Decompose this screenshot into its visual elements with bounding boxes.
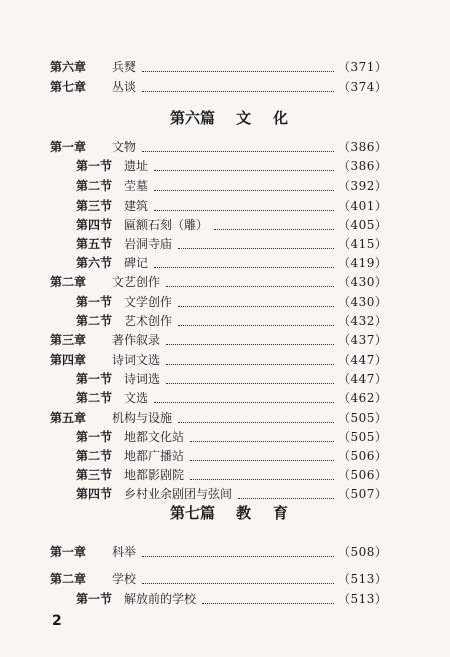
chapter-label: 第七章 xyxy=(50,80,87,94)
page-reference: （513） xyxy=(338,592,388,606)
entry-title: 科举 xyxy=(112,545,137,559)
section-label: 第六节 xyxy=(76,256,113,270)
entry-title: 地都广播站 xyxy=(124,449,185,463)
entry-title: 地都影剧院 xyxy=(124,468,185,482)
dot-leader xyxy=(154,172,334,191)
page-reference: （513） xyxy=(338,572,388,586)
page-reference: （447） xyxy=(338,353,388,367)
page-reference: （430） xyxy=(338,275,388,289)
dot-leader xyxy=(154,152,334,171)
part-title: 文化 xyxy=(236,109,311,127)
section-label: 第二节 xyxy=(76,179,113,193)
page-reference: （508） xyxy=(338,545,388,559)
entry-title: 匾额石刻（雕） xyxy=(124,218,209,232)
page-reference: （386） xyxy=(338,140,388,154)
dot-leader xyxy=(154,384,334,403)
entry-title: 艺术创作 xyxy=(124,314,173,328)
entry-title: 遗址 xyxy=(124,159,149,173)
page-reference: （506） xyxy=(338,449,388,463)
part-title: 教育 xyxy=(236,504,311,522)
entry-title: 文选 xyxy=(124,391,149,405)
section-label: 第一节 xyxy=(76,592,113,606)
dot-leader xyxy=(142,73,334,92)
dot-leader xyxy=(166,268,334,287)
page-reference: （419） xyxy=(338,256,388,270)
toc-chapter-entry xyxy=(0,78,450,96)
entry-title: 著作叙录 xyxy=(112,333,161,347)
section-label: 第四节 xyxy=(76,218,113,232)
page-reference: （374） xyxy=(338,80,388,94)
dot-leader xyxy=(238,480,334,499)
page-reference: （430） xyxy=(338,295,388,309)
dot-leader xyxy=(142,538,334,557)
entry-title: 文艺创作 xyxy=(112,275,161,289)
section-label: 第二节 xyxy=(76,314,113,328)
page-reference: （437） xyxy=(338,333,388,347)
dot-leader xyxy=(154,192,334,211)
toc-section-entry xyxy=(0,466,450,484)
section-label: 第三节 xyxy=(76,468,113,482)
dot-leader xyxy=(142,53,334,72)
dot-leader xyxy=(190,442,334,461)
chapter-label: 第三章 xyxy=(50,333,87,347)
page-reference: （401） xyxy=(338,199,388,213)
page-reference: （505） xyxy=(338,430,388,444)
entry-title: 文学创作 xyxy=(124,295,173,309)
entry-title: 茔墓 xyxy=(124,179,149,193)
section-label: 第三节 xyxy=(76,199,113,213)
page-reference: （432） xyxy=(338,314,388,328)
page-reference: （507） xyxy=(338,487,388,501)
section-label: 第一节 xyxy=(76,159,113,173)
dot-leader xyxy=(166,326,334,345)
chapter-label: 第一章 xyxy=(50,545,87,559)
page-number: 2 xyxy=(52,613,62,629)
page-reference: （506） xyxy=(338,468,388,482)
chapter-label: 第四章 xyxy=(50,353,87,367)
entry-title: 诗词文选 xyxy=(112,353,161,367)
page-reference: （386） xyxy=(338,159,388,173)
page-reference: （371） xyxy=(338,60,388,74)
part-label: 第六篇 xyxy=(170,109,216,127)
page-reference: （447） xyxy=(338,372,388,386)
dot-leader xyxy=(166,365,334,384)
dot-leader xyxy=(190,423,334,442)
chapter-label: 第二章 xyxy=(50,275,87,289)
page-reference: （415） xyxy=(338,237,388,251)
dot-leader xyxy=(214,211,334,230)
entry-title: 乡村业余剧团与弦间 xyxy=(124,487,233,501)
entry-title: 丛谈 xyxy=(112,80,137,94)
dot-leader xyxy=(178,288,334,307)
entry-title: 解放前的学校 xyxy=(124,592,197,606)
entry-title: 岩洞寺庙 xyxy=(124,237,173,251)
chapter-label: 第一章 xyxy=(50,140,87,154)
entry-title: 建筑 xyxy=(124,199,149,213)
toc-section-entry xyxy=(0,590,450,608)
part-heading xyxy=(0,106,450,130)
dot-leader xyxy=(178,230,334,249)
entry-title: 诗词选 xyxy=(124,372,161,386)
dot-leader xyxy=(154,249,334,268)
entry-title: 学校 xyxy=(112,572,137,586)
page-reference: （405） xyxy=(338,218,388,232)
section-label: 第五节 xyxy=(76,237,113,251)
dot-leader xyxy=(178,307,334,326)
chapter-label: 第二章 xyxy=(50,572,87,586)
dot-leader xyxy=(142,565,334,584)
page-reference: （505） xyxy=(338,411,388,425)
dot-leader xyxy=(166,346,334,365)
dot-leader xyxy=(142,133,334,152)
entry-title: 碑记 xyxy=(124,256,149,270)
section-label: 第二节 xyxy=(76,391,113,405)
chapter-label: 第五章 xyxy=(50,411,87,425)
entry-title: 文物 xyxy=(112,140,137,154)
part-label: 第七篇 xyxy=(170,504,216,522)
section-label: 第一节 xyxy=(76,295,113,309)
toc-chapter-entry xyxy=(0,543,450,561)
chapter-label: 第六章 xyxy=(50,60,87,74)
section-label: 第一节 xyxy=(76,372,113,386)
page-reference: （462） xyxy=(338,391,388,405)
entry-title: 地都文化站 xyxy=(124,430,185,444)
dot-leader xyxy=(202,585,334,604)
entry-title: 机构与设施 xyxy=(112,411,173,425)
entry-title: 兵燹 xyxy=(112,60,137,74)
section-label: 第一节 xyxy=(76,430,113,444)
dot-leader xyxy=(178,404,334,423)
dot-leader xyxy=(190,461,334,480)
page-reference: （392） xyxy=(338,179,388,193)
part-heading xyxy=(0,501,450,525)
section-label: 第四节 xyxy=(76,487,113,501)
section-label: 第二节 xyxy=(76,449,113,463)
